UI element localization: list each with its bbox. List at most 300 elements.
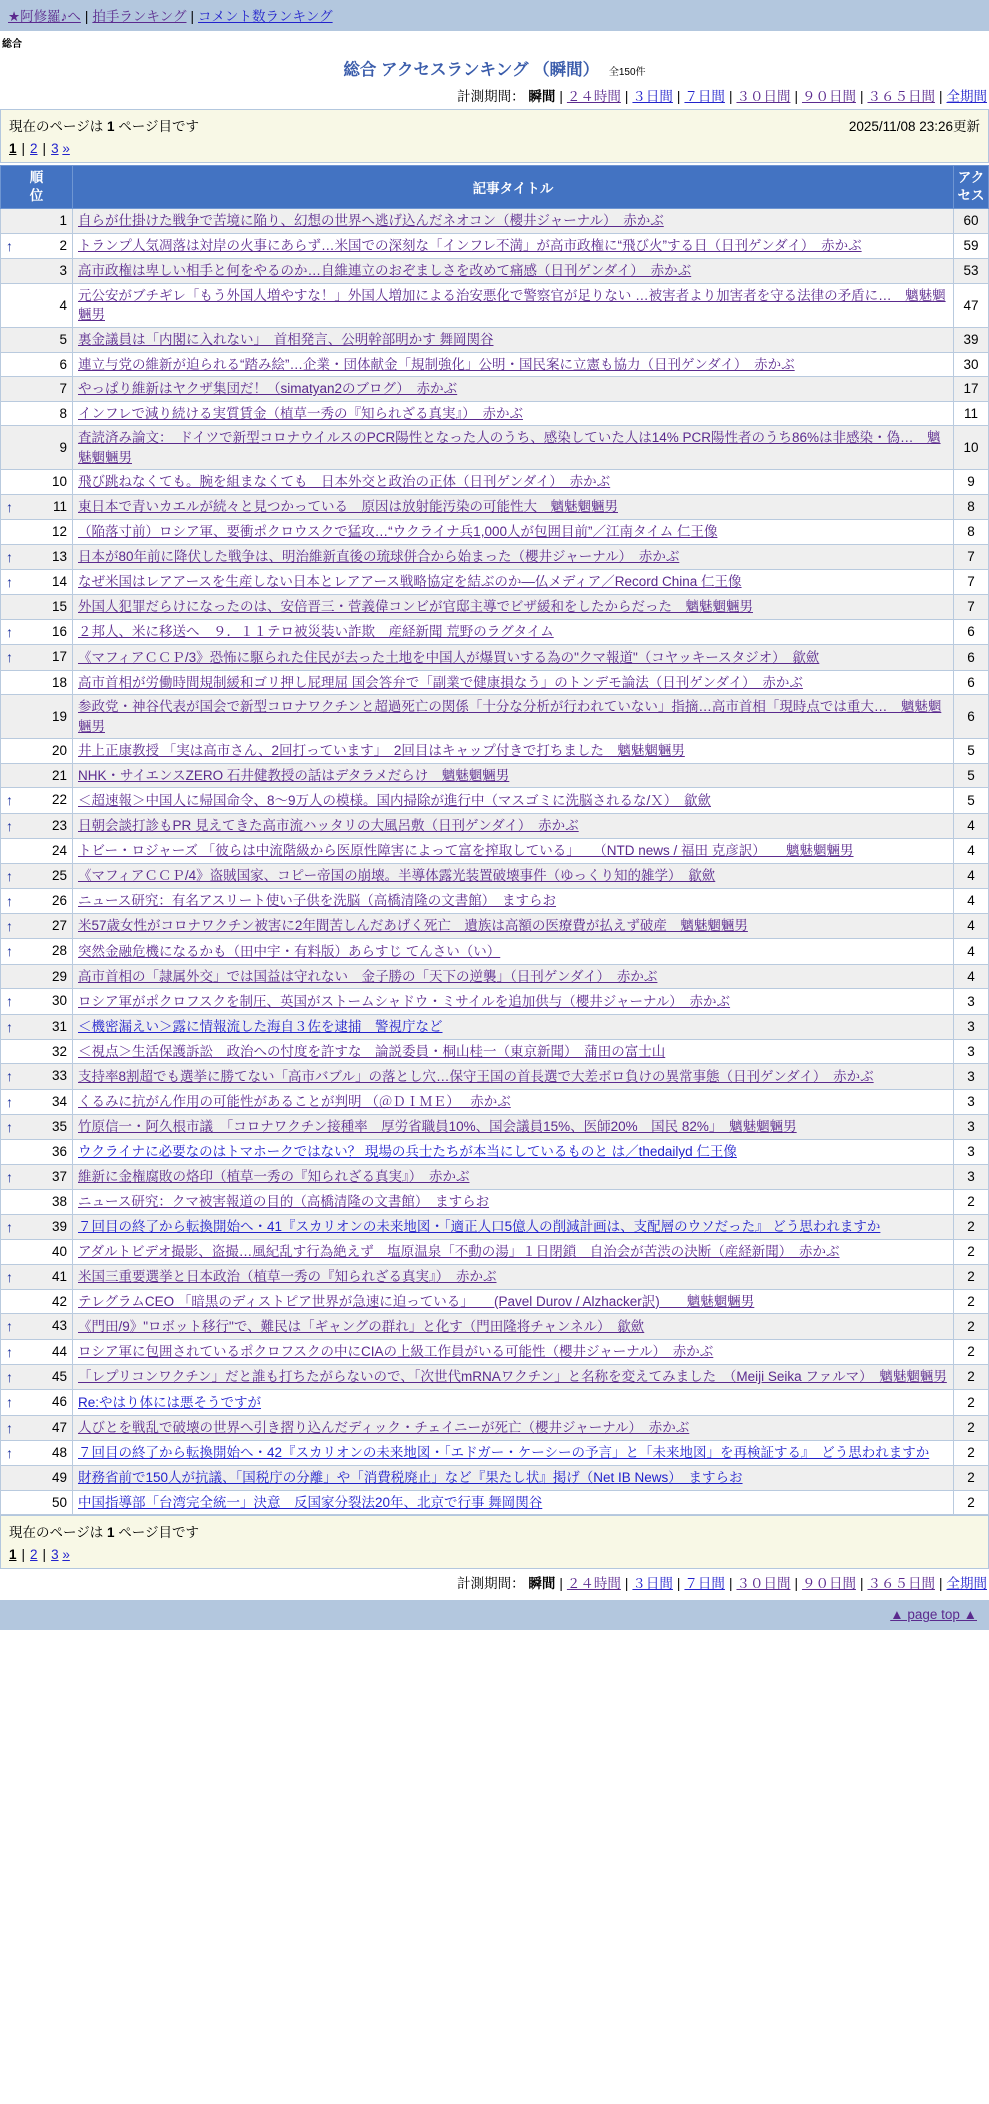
table-row bbox=[1, 989, 989, 1014]
rank-cell bbox=[1, 695, 73, 739]
access-count: 3 bbox=[954, 1014, 989, 1039]
rank-number: 32 bbox=[51, 1043, 67, 1059]
table-row bbox=[1, 1039, 989, 1064]
title-cell bbox=[73, 426, 954, 470]
rank-column-header bbox=[1, 166, 73, 209]
access-count: 17 bbox=[954, 377, 989, 402]
table-row bbox=[1, 1264, 989, 1289]
article-link[interactable]: 《マフィアＣＣＰ/3》恐怖に駆られた住民が去った土地を中国人が爆買いする為の"クマ報道"（コヤッキースタジオ） 歙歛 bbox=[78, 649, 820, 665]
pagination-page-link[interactable]: 3 bbox=[51, 141, 59, 156]
current-page-prefix: 現在のページは bbox=[9, 119, 104, 134]
article-link[interactable]: 《門田/9》"ロボット移行"で、難民は「ギャングの群れ」と化す（門田隆将チャンネル） 歙歛 bbox=[78, 1318, 645, 1334]
table-row bbox=[1, 1466, 989, 1491]
period-label: 計測期間： bbox=[457, 1576, 529, 1592]
article-link[interactable]: 「レプリコンワクチン」だと誰も打ちたがらないので、「次世代mRNAワクチン」と名称を変えてみました （Meiji Seika ファルマ） 魑魅魍魎男 bbox=[78, 1369, 947, 1385]
separator: | bbox=[42, 141, 47, 156]
rank-number: 30 bbox=[51, 993, 67, 1009]
rank-number: 44 bbox=[51, 1343, 67, 1359]
title-cell bbox=[73, 595, 954, 620]
rank-header-label: 順位 bbox=[29, 170, 44, 204]
title-cell bbox=[73, 494, 954, 519]
rank-number: 29 bbox=[51, 968, 67, 984]
rank-number: 34 bbox=[51, 1093, 67, 1109]
access-count: 47 bbox=[954, 283, 989, 327]
separator: | bbox=[859, 1576, 864, 1592]
access-count: 2 bbox=[954, 1440, 989, 1465]
separator: | bbox=[938, 89, 943, 104]
access-count: 7 bbox=[954, 544, 989, 569]
access-count: 2 bbox=[954, 1490, 989, 1515]
rank-up-icon: ↑ bbox=[6, 1268, 13, 1285]
rank-up-icon: ↑ bbox=[6, 1119, 13, 1135]
table-row bbox=[1, 209, 989, 234]
rank-up-icon: ↑ bbox=[6, 918, 13, 935]
top-bar-link[interactable]: コメント数ランキング bbox=[198, 9, 333, 24]
period-label: 計測期間： bbox=[457, 89, 529, 104]
period-link[interactable]: ３日間 bbox=[632, 89, 673, 104]
access-count: 6 bbox=[954, 695, 989, 739]
separator: | bbox=[794, 1576, 798, 1592]
table-row bbox=[1, 763, 989, 788]
article-link[interactable]: ７回目の終了から転換開始へ・41『スカリオンの未来地図・「適正人口5億人の削減計画は、支配層のウソだった』 どう思われますか bbox=[78, 1219, 881, 1235]
period-link[interactable]: ７日間 bbox=[684, 89, 725, 104]
access-header-label: アクセス bbox=[957, 170, 985, 204]
rank-cell bbox=[1, 1466, 73, 1491]
rank-number: 14 bbox=[51, 574, 67, 590]
separator: | bbox=[559, 1576, 563, 1592]
title-cell bbox=[73, 763, 954, 788]
rank-cell bbox=[1, 570, 73, 595]
pagination-page-link[interactable]: 2 bbox=[30, 141, 38, 156]
title-cell bbox=[73, 1115, 954, 1140]
period-link[interactable]: ９０日間 bbox=[801, 89, 856, 104]
article-link[interactable]: ロシア軍に包囲されているポクロフスクの中にCIAの上級工作員がいる可能性（櫻井ジャーナル） 赤かぶ bbox=[78, 1344, 714, 1360]
article-link[interactable]: 井上正康教授 「実は高市さん、2回打っています」 2回目はキャップ付きで打ちました 魑魅魍魎男 bbox=[78, 743, 685, 759]
article-link[interactable]: 査読済み論文： ドイツで新型コロナウイルスのPCR陽性となった人のうち、感染していた人は14% PCR陽性者のうち86%は非感染・偽… 魑魅魍魎男 bbox=[78, 430, 941, 465]
table-row bbox=[1, 1190, 989, 1215]
article-link[interactable]: 自らが仕掛けた戦争で苦境に陥り、幻想の世界へ逃げ込んだネオコン（櫻井ジャーナル） 赤かぶ bbox=[78, 213, 664, 229]
article-link[interactable]: トビー・ロジャーズ 「彼らは中流階級から医原性障害によって富を搾取している」 （NTD news / 福田 克彦訳） 魑魅魍魎男 bbox=[78, 842, 854, 858]
period-link[interactable]: ３０日間 bbox=[736, 1576, 791, 1592]
table-header-row bbox=[1, 166, 989, 209]
page-top-link[interactable]: ▲ page top ▲ bbox=[890, 1607, 977, 1623]
rank-up-icon: ↑ bbox=[6, 1093, 13, 1110]
rank-number: 9 bbox=[59, 440, 67, 456]
rank-number: 15 bbox=[51, 599, 67, 615]
article-link[interactable]: ニュース研究：クマ被害報道の目的（高橋清隆の文書館） ますらお bbox=[78, 1194, 490, 1210]
rank-cell bbox=[1, 888, 73, 913]
rank-cell bbox=[1, 234, 73, 259]
rank-up-icon: ↑ bbox=[6, 1419, 13, 1436]
article-link[interactable]: ニュース研究：有名アスリート使い子供を洗脳（高橋清隆の文書館） ますらお bbox=[78, 893, 557, 909]
rank-up-icon: ↑ bbox=[6, 817, 13, 834]
rank-number: 4 bbox=[59, 297, 67, 313]
title-cell bbox=[73, 259, 954, 284]
article-link[interactable]: 支持率8割超でも選挙に勝てない「高市バブル」の落とし穴…保守王国の首長選で大差ボロ負けの異常事態（日刊ゲンダイ） 赤かぶ bbox=[78, 1068, 874, 1084]
table-row bbox=[1, 1314, 989, 1339]
separator: | bbox=[794, 89, 798, 104]
period-link[interactable]: ３日間 bbox=[632, 1576, 673, 1592]
rank-cell bbox=[1, 1240, 73, 1265]
separator: | bbox=[676, 89, 681, 104]
title-cell bbox=[73, 619, 954, 644]
article-link[interactable]: Re:やはり体には悪そうですが bbox=[78, 1394, 262, 1410]
title-cell bbox=[73, 1339, 954, 1364]
table-row bbox=[1, 520, 989, 545]
rank-number: 12 bbox=[51, 524, 67, 540]
access-count: 3 bbox=[954, 1039, 989, 1064]
rank-cell bbox=[1, 259, 73, 284]
article-link[interactable]: 米国三重要選挙と日本政治（植草一秀の『知られざる真実』） 赤かぶ bbox=[78, 1268, 497, 1284]
rank-cell bbox=[1, 645, 73, 670]
table-row bbox=[1, 1365, 989, 1390]
access-count: 2 bbox=[954, 1339, 989, 1364]
table-row bbox=[1, 1089, 989, 1114]
article-link[interactable]: 外国人犯罪だらけになったのは、安倍晋三・菅義偉コンビが官邸主導でビザ緩和をしたからだった 魑魅魍魎男 bbox=[78, 599, 753, 615]
current-page-text bbox=[9, 115, 199, 135]
article-link[interactable]: 元公安がブチギレ「もう外国人増やすな！」外国人増加による治安悪化で警察官が足りない …被害者より加害者を守る法律の矛盾に… 魑魅魍魎男 bbox=[78, 287, 946, 323]
article-link[interactable]: ＜機密漏えい＞露に情報流した海自３佐を逮捕 警視庁など bbox=[78, 1018, 443, 1034]
rank-cell bbox=[1, 544, 73, 569]
article-link[interactable]: 日朝会談打診もPR 見えてきた高市流ハッタリの大風呂敷（日刊ゲンダイ） 赤かぶ bbox=[78, 818, 579, 833]
rank-number: 47 bbox=[51, 1419, 67, 1435]
current-page-suffix: ページ目です bbox=[118, 1525, 200, 1541]
article-link[interactable]: 突然金融危機になるかも（田中宇・有料版）あらすじ てんさい（い） bbox=[78, 943, 501, 959]
pagination-current-page: 1 bbox=[9, 141, 17, 156]
article-link[interactable]: インフレで減り続ける実質賃金（植草一秀の『知られざる真実』） 赤かぶ bbox=[78, 405, 523, 421]
title-cell bbox=[73, 1190, 954, 1215]
table-row bbox=[1, 234, 989, 259]
rank-up-icon: ↑ bbox=[6, 1218, 13, 1235]
rank-number: 37 bbox=[51, 1168, 67, 1184]
rank-number: 33 bbox=[51, 1068, 67, 1084]
access-count: 2 bbox=[954, 1240, 989, 1265]
table-row bbox=[1, 352, 989, 377]
title-line bbox=[0, 52, 989, 82]
table-row bbox=[1, 838, 989, 863]
access-count: 3 bbox=[954, 1164, 989, 1189]
table-row bbox=[1, 1490, 989, 1515]
page-title: 総合 アクセスランキング （瞬間） bbox=[343, 61, 600, 79]
title-cell bbox=[73, 1466, 954, 1491]
page-top-bar bbox=[0, 1600, 989, 1630]
rank-up-icon: ↑ bbox=[6, 993, 13, 1010]
rank-cell bbox=[1, 1314, 73, 1339]
rank-cell bbox=[1, 1264, 73, 1289]
access-count: 5 bbox=[954, 739, 989, 764]
rank-cell bbox=[1, 1039, 73, 1064]
table-row bbox=[1, 788, 989, 813]
rank-up-icon: ↑ bbox=[6, 649, 13, 666]
article-link[interactable]: 人びとを戦乱で破壊の世界へ引き摺り込んだディック・チェイニーが死亡（櫻井ジャーナル） 赤かぶ bbox=[78, 1419, 690, 1435]
table-row bbox=[1, 888, 989, 913]
access-count: 53 bbox=[954, 259, 989, 284]
category-label: 総合 bbox=[2, 39, 22, 50]
rank-up-icon: ↑ bbox=[6, 623, 13, 640]
pager-box-top bbox=[0, 109, 989, 163]
rank-cell bbox=[1, 914, 73, 939]
article-link[interactable]: 東日本で青いカエルが続々と見つかっている 原因は放射能汚染の可能性大 魑魅魍魎男 bbox=[78, 499, 618, 515]
access-count: 4 bbox=[954, 813, 989, 838]
table-row bbox=[1, 863, 989, 888]
article-link[interactable]: 飛び跳ねなくても。腕を組まなくても 日本外交と政治の正体（日刊ゲンダイ） 赤かぶ bbox=[78, 474, 611, 490]
table-row bbox=[1, 283, 989, 327]
article-link[interactable]: ＜超速報＞中国人に帰国命令、8～9万人の模様。国内掃除が進行中（マスゴミに洗脳されるな/Ｘ） 歙歛 bbox=[78, 792, 712, 808]
rank-number: 1 bbox=[59, 213, 67, 229]
rank-cell bbox=[1, 1415, 73, 1440]
access-count: 30 bbox=[954, 352, 989, 377]
title-cell bbox=[73, 1014, 954, 1039]
rank-up-icon: ↑ bbox=[6, 867, 13, 884]
rank-cell bbox=[1, 964, 73, 989]
table-row bbox=[1, 1390, 989, 1415]
access-count: 3 bbox=[954, 1140, 989, 1165]
access-count: 6 bbox=[954, 670, 989, 695]
article-link[interactable]: 財務省前で150人が抗議、「国税庁の分離」や「消費税廃止」など『果たし状』掲げ（Net IB News） ますらお bbox=[78, 1470, 743, 1486]
rank-up-icon: ↑ bbox=[6, 1444, 13, 1461]
access-count: 4 bbox=[954, 939, 989, 964]
rank-number: 19 bbox=[51, 708, 67, 724]
rank-number: 31 bbox=[51, 1018, 67, 1034]
pagination-current-page: 1 bbox=[9, 1547, 17, 1563]
title-cell bbox=[73, 1140, 954, 1165]
title-cell bbox=[73, 1314, 954, 1339]
title-cell bbox=[73, 1365, 954, 1390]
rank-up-icon: ↑ bbox=[6, 238, 13, 254]
rank-number: 13 bbox=[51, 548, 67, 564]
rank-cell bbox=[1, 327, 73, 352]
article-link[interactable]: 高市首相の「隷属外交」では国益は守れない 金子勝の「天下の逆襲」（日刊ゲンダイ） 赤かぶ bbox=[78, 968, 658, 984]
title-cell bbox=[73, 645, 954, 670]
top-link-bar bbox=[0, 0, 989, 31]
period-link[interactable]: ３６５日間 bbox=[867, 89, 935, 104]
access-count: 6 bbox=[954, 645, 989, 670]
title-cell bbox=[73, 939, 954, 964]
article-link[interactable]: ７回目の終了から転換開始へ・42『スカリオンの未来地図・「エドガー・ケーシーの予言」と「未来地図」を再検証する』 どう思われますか bbox=[78, 1445, 930, 1461]
article-link[interactable]: なぜ米国はレアアースを生産しない日本とレアアース戦略協定を結ぶのか―仏メディア／Record China 仁王像 bbox=[78, 574, 742, 590]
rank-up-icon: ↑ bbox=[6, 792, 13, 809]
separator: | bbox=[21, 141, 26, 156]
table-row bbox=[1, 1289, 989, 1314]
title-cell bbox=[73, 1039, 954, 1064]
period-link[interactable]: ２４時間 bbox=[566, 1576, 621, 1592]
separator: | bbox=[728, 89, 733, 104]
period-nav-top bbox=[0, 82, 989, 109]
title-cell bbox=[73, 914, 954, 939]
pagination-next-link[interactable]: » bbox=[62, 141, 70, 156]
access-count: 2 bbox=[954, 1390, 989, 1415]
rank-cell bbox=[1, 1164, 73, 1189]
rank-up-icon: ↑ bbox=[6, 548, 13, 565]
period-link[interactable]: ２４時間 bbox=[566, 89, 621, 104]
title-cell bbox=[73, 1214, 954, 1239]
article-link[interactable]: NHK・サイエンスZERO 石井健教授の話はデタラメだらけ 魑魅魍魎男 bbox=[78, 767, 510, 783]
rank-number: 35 bbox=[51, 1119, 67, 1134]
period-nav-bottom bbox=[0, 1569, 989, 1596]
article-link[interactable]: （陥落寸前）ロシア軍、要衝ポクロウスクで猛攻…“ウクライナ兵1,000人が包囲目前”／江南タイム 仁王像 bbox=[78, 524, 718, 540]
rank-cell bbox=[1, 1390, 73, 1415]
pagination-next-link[interactable]: » bbox=[62, 1547, 70, 1563]
access-count: 9 bbox=[954, 470, 989, 495]
table-row bbox=[1, 1064, 989, 1089]
article-link[interactable]: 維新に金権腐敗の烙印（植草一秀の『知られざる真実』） 赤かぶ bbox=[78, 1169, 470, 1185]
rank-up-icon: ↑ bbox=[6, 1343, 13, 1360]
article-link[interactable]: 《マフィアＣＣＰ/4》盗賊国家、コピー帝国の崩壊。半導体露光装置破壊事件（ゆっくり知的雑学） 歙歛 bbox=[78, 867, 716, 883]
table-row bbox=[1, 1240, 989, 1265]
rank-number: 45 bbox=[51, 1369, 67, 1385]
rank-cell bbox=[1, 863, 73, 888]
article-link[interactable]: 日本が80年前に降伏した戦争は、明治維新直後の琉球併合から始まった（櫻井ジャーナル） 赤かぶ bbox=[78, 549, 680, 565]
article-link[interactable]: くるみに抗がん作用の可能性があることが判明 （＠ＤＩＭＥ） 赤かぶ bbox=[78, 1094, 511, 1110]
article-link[interactable]: アダルトビデオ撮影、盗撮…風紀乱す行為絶えず 塩原温泉「不動の湯」１日閉鎖 自治会が苦渋の決断（産経新聞） 赤かぶ bbox=[78, 1244, 840, 1260]
pagination-page-link[interactable]: 3 bbox=[51, 1547, 59, 1563]
article-link[interactable]: ロシア軍がポクロフスクを制圧、英国がストームシャドウ・ミサイルを追加供与（櫻井ジャーナル） 赤かぶ bbox=[78, 993, 731, 1009]
article-link[interactable]: ２邦人、米に移送へ ９．１１テロ被災装い詐欺 産経新聞 荒野のラグタイム bbox=[78, 624, 554, 640]
rank-cell bbox=[1, 739, 73, 764]
current-page-suffix: ページ目です bbox=[118, 119, 200, 134]
title-cell bbox=[73, 520, 954, 545]
rank-cell bbox=[1, 788, 73, 813]
rank-number: 46 bbox=[51, 1394, 67, 1410]
period-link[interactable]: ３６５日間 bbox=[867, 1576, 935, 1592]
access-count: 2 bbox=[954, 1365, 989, 1390]
rank-number: 6 bbox=[59, 356, 67, 372]
rank-cell bbox=[1, 209, 73, 234]
table-row bbox=[1, 377, 989, 402]
title-cell bbox=[73, 1264, 954, 1289]
access-count: 11 bbox=[954, 401, 989, 426]
title-cell bbox=[73, 1415, 954, 1440]
rank-number: 43 bbox=[51, 1318, 67, 1334]
access-count: 7 bbox=[954, 595, 989, 620]
rank-number: 41 bbox=[51, 1268, 67, 1284]
rank-number: 26 bbox=[51, 892, 67, 908]
top-bar-link[interactable]: 拍手ランキング bbox=[92, 9, 187, 24]
rank-number: 39 bbox=[51, 1218, 67, 1234]
title-cell bbox=[73, 401, 954, 426]
title-cell bbox=[73, 788, 954, 813]
article-link[interactable]: 竹原信一・阿久根市議 「コロナワクチン接種率 厚労省職員10%、国会議員15%、医師20% 国民 82%」 魑魅魍魎男 bbox=[78, 1119, 797, 1135]
title-cell bbox=[73, 209, 954, 234]
table-row bbox=[1, 494, 989, 519]
article-link[interactable]: テレグラムCEO 「暗黒のディストピア世界が急速に迫っている」 (Pavel Durov / Alzhacker訳) 魑魅魍魎男 bbox=[78, 1293, 755, 1309]
table-row bbox=[1, 544, 989, 569]
rank-number: 22 bbox=[51, 792, 67, 808]
rank-number: 25 bbox=[51, 867, 67, 883]
article-link[interactable]: 米57歳女性がコロナワクチン被害に2年間苦しんだあげく死亡 遺族は高額の医療費が払えず破産 魑魅魍魎男 bbox=[78, 918, 748, 934]
table-row bbox=[1, 1164, 989, 1189]
access-count: 6 bbox=[954, 619, 989, 644]
table-row bbox=[1, 914, 989, 939]
rank-number: 49 bbox=[51, 1470, 67, 1486]
period-current: 瞬間 bbox=[528, 89, 556, 104]
pagination-page-link[interactable]: 2 bbox=[30, 1547, 38, 1563]
access-count: 5 bbox=[954, 763, 989, 788]
article-link[interactable]: 高市政権は卑しい相手と何をやるのか…自維連立のおぞましさを改めて痛感（日刊ゲンダイ） 赤かぶ bbox=[78, 263, 692, 279]
rank-number: 36 bbox=[51, 1144, 67, 1160]
access-count: 60 bbox=[954, 209, 989, 234]
article-link[interactable]: トランプ人気凋落は対岸の火事にあらず…米国での深刻な「インフレ不満」が高市政権に“飛び火”する日（日刊ゲンダイ） 赤かぶ bbox=[78, 238, 862, 254]
pager-box-bottom bbox=[0, 1515, 989, 1569]
table-row bbox=[1, 401, 989, 426]
title-cell bbox=[73, 1164, 954, 1189]
table-row bbox=[1, 1440, 989, 1465]
title-cell bbox=[73, 989, 954, 1014]
period-link[interactable]: 全期間 bbox=[946, 89, 987, 104]
access-count: 4 bbox=[954, 914, 989, 939]
article-link[interactable]: ウクライナに必要なのはトマホークではない？ 現場の兵士たちが本当にしているものと は／thedailyd 仁王像 bbox=[78, 1144, 737, 1160]
rank-number: 48 bbox=[51, 1444, 67, 1460]
period-link[interactable]: ７日間 bbox=[684, 1576, 725, 1592]
period-link[interactable]: ９０日間 bbox=[801, 1576, 856, 1592]
rank-number: 50 bbox=[51, 1494, 67, 1510]
title-cell bbox=[73, 670, 954, 695]
rank-cell bbox=[1, 520, 73, 545]
article-link[interactable]: 参政党・神谷代表が国会で新型コロナワクチンと超過死亡の関係「十分な分析が行われていない」指摘…高市首相「現時点では重大… 魑魅魍魎男 bbox=[78, 699, 942, 734]
access-count: 10 bbox=[954, 426, 989, 470]
table-row bbox=[1, 939, 989, 964]
rank-number: 38 bbox=[51, 1194, 67, 1210]
article-link[interactable]: やっぱり維新はヤクザ集団だ！（simatyan2のブログ） 赤かぶ bbox=[78, 381, 458, 397]
separator: | bbox=[190, 9, 194, 24]
rank-cell bbox=[1, 670, 73, 695]
table-row bbox=[1, 259, 989, 284]
period-link[interactable]: ３０日間 bbox=[736, 89, 791, 104]
table-row bbox=[1, 964, 989, 989]
rank-cell bbox=[1, 989, 73, 1014]
period-link[interactable]: 全期間 bbox=[946, 1576, 987, 1592]
rank-cell bbox=[1, 619, 73, 644]
title-cell bbox=[73, 888, 954, 913]
table-row bbox=[1, 645, 989, 670]
rank-up-icon: ↑ bbox=[6, 1394, 13, 1411]
current-page-number: 1 bbox=[107, 1525, 115, 1541]
article-link[interactable]: 連立与党の維新が迫られる“踏み絵”…企業・団体献金「規制強化」公明・国民案に立憲も協力（日刊ゲンダイ） 赤かぶ bbox=[78, 356, 795, 372]
article-link[interactable]: ＜視点＞生活保護訴訟 政治への忖度を許すな 論説委員・桐山桂一（東京新聞） 蒲田の富士山 bbox=[78, 1043, 666, 1059]
article-link[interactable]: 裏金議員は「内閣に入れない」 首相発言、公明幹部明かす 舞岡関谷 bbox=[78, 331, 494, 347]
title-cell bbox=[73, 327, 954, 352]
rank-cell bbox=[1, 1365, 73, 1390]
rank-cell bbox=[1, 1490, 73, 1515]
title-cell bbox=[73, 544, 954, 569]
title-cell bbox=[73, 1440, 954, 1465]
table-row bbox=[1, 570, 989, 595]
title-cell bbox=[73, 283, 954, 327]
rank-cell bbox=[1, 763, 73, 788]
article-link[interactable]: 高市首相が労働時間規制緩和ゴリ押し屁理屈 国会答弁で「副業で健康損なう」のトンデモ論法（日刊ゲンダイ） 赤かぶ bbox=[78, 674, 803, 690]
table-row bbox=[1, 619, 989, 644]
article-link[interactable]: 中国指導部「台湾完全統一」決意 反国家分裂法20年、北京で行事 舞岡関谷 bbox=[78, 1494, 543, 1510]
top-bar-link[interactable]: ★阿修羅♪へ bbox=[8, 9, 81, 24]
pagination-bottom bbox=[9, 1543, 980, 1564]
access-count: 8 bbox=[954, 494, 989, 519]
access-count: 39 bbox=[954, 327, 989, 352]
rank-up-icon: ↑ bbox=[6, 943, 13, 960]
rank-up-icon: ↑ bbox=[6, 498, 13, 515]
title-cell bbox=[73, 1089, 954, 1114]
current-page-prefix: 現在のページは bbox=[9, 1525, 104, 1541]
rank-number: 27 bbox=[51, 918, 67, 934]
rank-up-icon: ↑ bbox=[6, 892, 13, 909]
separator: | bbox=[42, 1547, 47, 1563]
rank-number: 40 bbox=[51, 1244, 67, 1260]
access-count: 4 bbox=[954, 863, 989, 888]
title-cell bbox=[73, 352, 954, 377]
rank-number: 23 bbox=[51, 817, 67, 833]
rank-cell bbox=[1, 401, 73, 426]
rank-cell bbox=[1, 1140, 73, 1165]
access-count: 2 bbox=[954, 1289, 989, 1314]
